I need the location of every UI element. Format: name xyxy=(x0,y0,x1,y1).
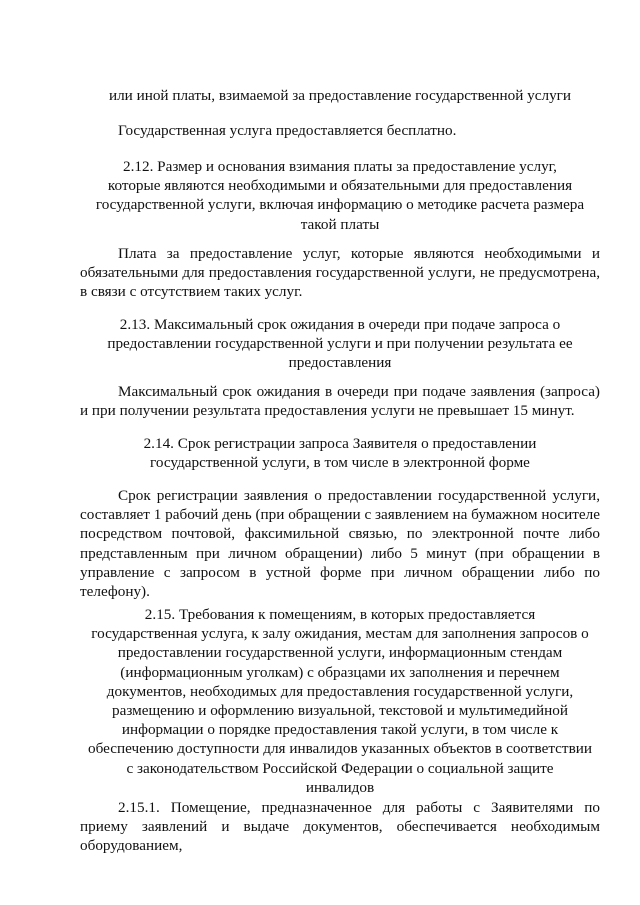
heading-line: 2.13. Максимальный срок ожидания в очереди при подаче запроса о xyxy=(119,316,561,333)
heading-line: которые являются необходимыми и обязательными для предоставления xyxy=(107,177,573,195)
heading-2-13 xyxy=(80,315,600,373)
heading-line: документов, необходимых для предоставления государственной услуги, xyxy=(106,682,574,700)
heading-line: государственной услуги, включая информацию о методике расчета размера xyxy=(95,196,585,214)
paragraph-2-13: Максимальный срок ожидания в очереди при подаче заявления (запроса) и при получении результата предоставления услуги не превышает 15 минут. xyxy=(80,383,600,420)
heading-2-14 xyxy=(80,434,600,472)
heading-line: такой платы xyxy=(300,215,380,233)
heading-line: информации о порядке предоставления такой услуги, в том числе к xyxy=(121,721,559,739)
heading-2-12 xyxy=(80,157,600,234)
heading-line: государственная услуга, к залу ожидания, местам для заполнения запросов о xyxy=(91,625,589,643)
heading-line: 2.14. Срок регистрации запроса Заявителя о предоставлении xyxy=(143,435,537,452)
heading-line: предоставлении государственной услуги, информационным стендам xyxy=(117,644,563,662)
heading-line: размещению и оформлению визуальной, текстовой и мультимедийной xyxy=(111,702,568,720)
heading-line: инвалидов xyxy=(305,778,375,796)
heading-2-15 xyxy=(80,605,600,797)
paragraph-2-12: Плата за предоставление услуг, которые являются необходимыми и обязательными для предоставления государственной услуги, не предусмотрена, в связи с отсутствием таких услуг. xyxy=(80,245,600,301)
heading-line: 2.12. Размер и основания взимания платы за предоставление услуг, xyxy=(123,158,557,175)
heading-line: предоставлении государственной услуги и при получении результата ее xyxy=(107,335,573,353)
heading-line: с законодательством Российской Федерации о социальной защите xyxy=(126,759,554,777)
heading-line: (информационным уголкам) с образцами их заполнения и перечнем xyxy=(120,663,560,681)
paragraph-service-free: Государственная услуга предоставляется бесплатно. xyxy=(118,122,457,139)
heading-line: государственной услуги, в том числе в электронной форме xyxy=(150,454,530,472)
heading-line: обеспечению доступности для инвалидов указанных объектов в соответствии xyxy=(87,740,592,758)
section-heading-continuation: или иной платы, взимаемой за предоставление государственной услуги xyxy=(108,87,572,104)
paragraph-2-14: Срок регистрации заявления о предоставлении государственной услуги, составляет 1 рабочий день (при обращении с заявлением на бумажном носителе посредством почтовой, факсимильной связью, по электронной почте либо представленным при личном обращении) либо 5 минут (при обращении в управление с запросом в устной форме при личном обращении либо по телефону). xyxy=(80,487,600,601)
heading-line: 2.15. Требования к помещениям, в которых предоставляется xyxy=(144,606,536,623)
heading-line: предоставления xyxy=(288,354,392,372)
paragraph-2-15-1: 2.15.1. Помещение, предназначенное для работы с Заявителями по приему заявлений и выдаче документов, обеспечивается необходимым оборудованием, xyxy=(80,799,600,855)
